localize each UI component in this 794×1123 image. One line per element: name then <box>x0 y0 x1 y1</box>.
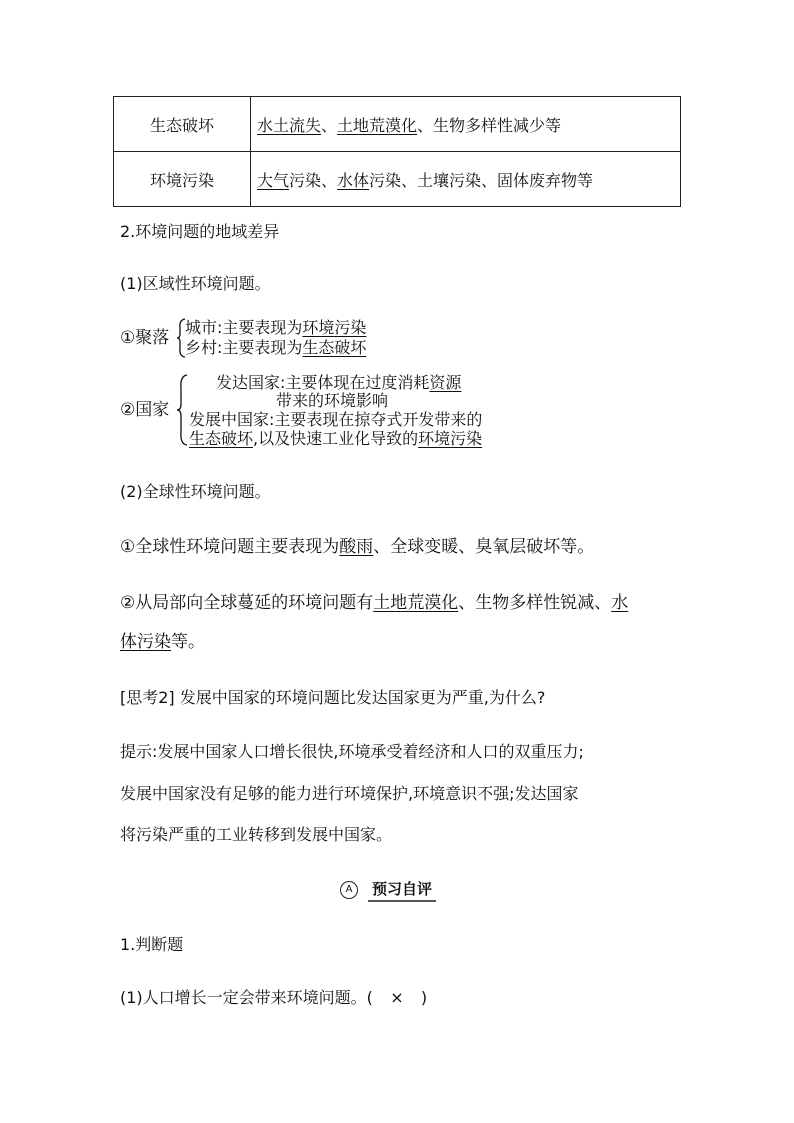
underlined-term: 体污染 <box>120 632 171 652</box>
text-span: 、全球变暖、臭氧层破坏等。 <box>373 537 595 557</box>
text-span: ,以及快速工业化导致的 <box>253 429 419 448</box>
table-cell-category: 环境污染 <box>114 152 251 207</box>
global-problem-1 <box>120 536 594 558</box>
think-question: [思考2] 发展中国家的环境问题比发达国家更为严重,为什么? <box>120 688 546 707</box>
underlined-term: 大气 <box>257 170 290 190</box>
developing-country-line1: 发展中国家:主要表现在掠夺式开发带来的 <box>189 410 483 429</box>
underlined-term: 环境污染 <box>302 318 367 337</box>
table-cell-description <box>251 97 681 152</box>
global-problem-2-line1 <box>120 592 628 614</box>
developing-country-line2 <box>189 429 482 449</box>
text-span: 、生物多样性锐减、 <box>458 593 612 613</box>
underlined-term: 生态破坏 <box>302 338 367 357</box>
left-brace-icon <box>176 374 188 446</box>
judge-question-1 <box>120 988 427 1008</box>
text-span: 城市:主要表现为 <box>185 318 303 337</box>
hint-line: 将污染严重的工业转移到发展中国家。 <box>120 825 393 844</box>
settlement-label: ①聚落 <box>120 328 170 348</box>
text-span: 等。 <box>171 632 205 652</box>
preview-title: 预习自评 <box>368 878 436 902</box>
text-span: 、 <box>321 115 338 135</box>
underlined-term: 土地荒漠化 <box>373 593 459 613</box>
text-span: ) <box>420 988 428 1007</box>
developed-country-line1 <box>216 373 461 393</box>
underlined-term: 水土流失 <box>257 115 322 135</box>
underlined-term: 水 <box>611 593 629 613</box>
developed-country-line2: 带来的环境影响 <box>276 391 389 410</box>
underlined-term: 酸雨 <box>339 537 374 557</box>
text-span: 发达国家:主要体现在过度消耗 <box>216 373 430 392</box>
section-title: 2.环境问题的地域差异 <box>120 222 280 241</box>
settlement-city <box>185 318 366 338</box>
text-span: 污染、 <box>289 170 338 190</box>
answer-mark: × <box>390 988 404 1007</box>
preview-heading <box>340 878 436 902</box>
table-cell-description <box>251 152 681 207</box>
hint-line: 发展中国家没有足够的能力进行环境保护,环境意识不强;发达国家 <box>120 784 579 803</box>
global-problem-2-line2 <box>120 631 205 653</box>
text-span: ①全球性环境问题主要表现为 <box>120 537 340 557</box>
underlined-term: 资源 <box>429 373 462 392</box>
text-span: (1)人口增长一定会带来环境问题。( <box>120 988 373 1007</box>
table-cell-category: 生态破坏 <box>114 97 251 152</box>
text-span: 、生物多样性减少等 <box>417 115 562 135</box>
text-span: 污染、土壤污染、固体废弃物等 <box>369 170 594 190</box>
country-label: ②国家 <box>120 400 170 420</box>
settlement-rural <box>185 338 366 358</box>
text-span: ②从局部向全球蔓延的环境问题有 <box>120 593 374 613</box>
text-span: 乡村:主要表现为 <box>185 338 303 357</box>
pencil-badge-icon: A <box>340 881 358 899</box>
underlined-term: 环境污染 <box>418 429 483 448</box>
table-row <box>114 152 681 207</box>
underlined-term: 土地荒漠化 <box>337 115 418 135</box>
underlined-term: 生态破坏 <box>189 429 254 448</box>
environment-problem-table <box>113 96 681 207</box>
table-row <box>114 97 681 152</box>
subsection-title: (2)全球性环境问题。 <box>120 482 271 501</box>
underlined-term: 水体 <box>337 170 370 190</box>
subsection-title: (1)区域性环境问题。 <box>120 274 271 293</box>
question-section-title: 1.判断题 <box>120 935 184 954</box>
hint-line: 提示:发展中国家人口增长很快,环境承受着经济和人口的双重压力; <box>120 742 584 761</box>
